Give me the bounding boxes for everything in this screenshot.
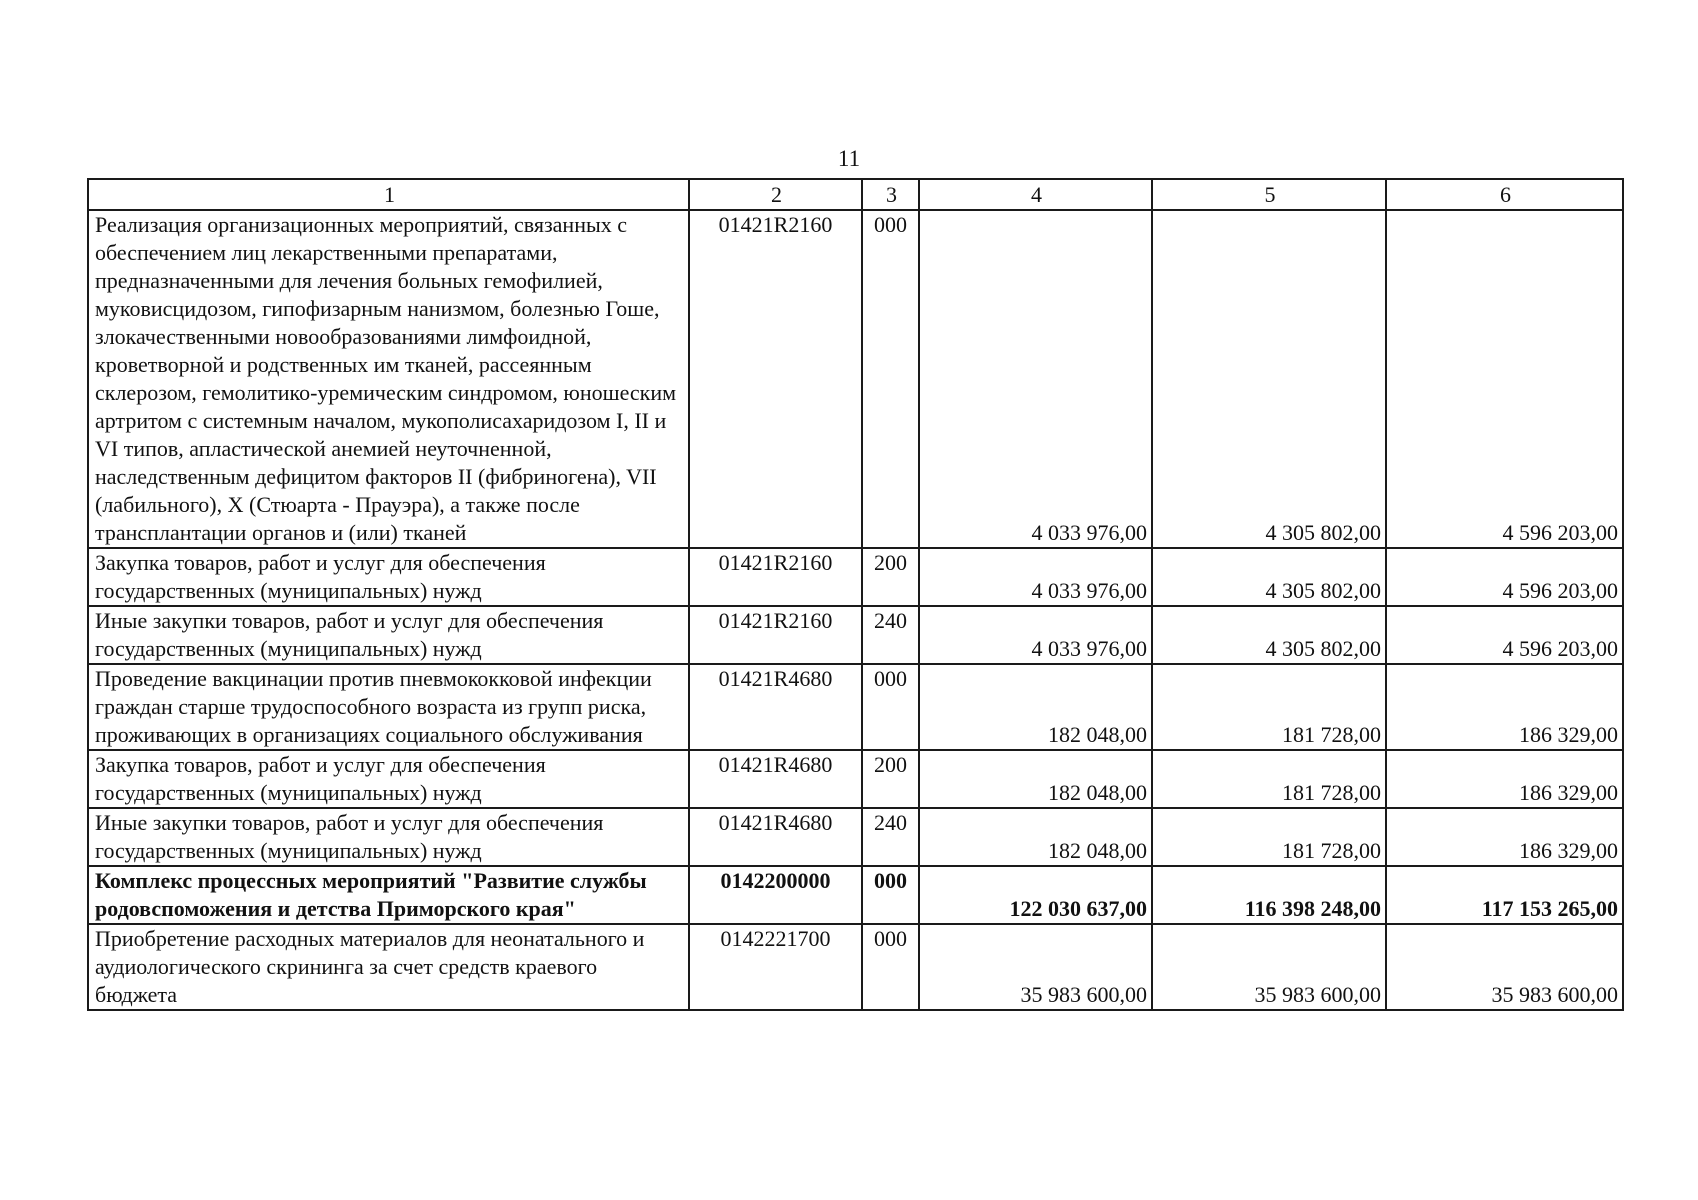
row-name: Комплекс процессных мероприятий "Развитие службы родовспоможения и детства Приморского края": [88, 866, 689, 924]
row-amount-6: 186 329,00: [1386, 664, 1623, 750]
column-header-1: 1: [88, 179, 689, 210]
row-name: Закупка товаров, работ и услуг для обеспечения государственных (муниципальных) нужд: [88, 750, 689, 808]
column-header-5: 5: [1152, 179, 1386, 210]
table-row: [88, 606, 1623, 664]
row-amount-4: 35 983 600,00: [919, 924, 1152, 1010]
row-code: 0142221700: [689, 924, 862, 1010]
row-code: 01421R2160: [689, 548, 862, 606]
header-row: [88, 179, 1623, 210]
row-name: Иные закупки товаров, работ и услуг для обеспечения государственных (муниципальных) нужд: [88, 606, 689, 664]
row-name: Приобретение расходных материалов для неонатального и аудиологического скрининга за счет средств краевого бюджета: [88, 924, 689, 1010]
row-type: 240: [862, 606, 919, 664]
row-type: 240: [862, 808, 919, 866]
table-body: [88, 210, 1623, 1010]
row-amount-4: 182 048,00: [919, 750, 1152, 808]
row-amount-5: 4 305 802,00: [1152, 548, 1386, 606]
row-type: 000: [862, 210, 919, 548]
table-row-section-total: [88, 866, 1623, 924]
column-header-3: 3: [862, 179, 919, 210]
row-amount-5: 181 728,00: [1152, 750, 1386, 808]
row-name: Иные закупки товаров, работ и услуг для обеспечения государственных (муниципальных) нужд: [88, 808, 689, 866]
row-amount-4: 182 048,00: [919, 664, 1152, 750]
row-amount-5: 181 728,00: [1152, 664, 1386, 750]
row-type: 000: [862, 866, 919, 924]
row-amount-4: 122 030 637,00: [919, 866, 1152, 924]
row-code: 01421R2160: [689, 210, 862, 548]
row-name: Проведение вакцинации против пневмококковой инфекции граждан старше трудоспособного возраста из групп риска, проживающих в организациях социального обслуживания: [88, 664, 689, 750]
table-row: [88, 808, 1623, 866]
row-code: 0142200000: [689, 866, 862, 924]
row-amount-6: 186 329,00: [1386, 750, 1623, 808]
row-code: 01421R4680: [689, 808, 862, 866]
row-type: 000: [862, 924, 919, 1010]
row-amount-5: 181 728,00: [1152, 808, 1386, 866]
column-header-4: 4: [919, 179, 1152, 210]
page-number: 11: [837, 146, 861, 171]
row-amount-4: 4 033 976,00: [919, 210, 1152, 548]
row-amount-6: 35 983 600,00: [1386, 924, 1623, 1010]
row-amount-5: 4 305 802,00: [1152, 210, 1386, 548]
table-row: [88, 664, 1623, 750]
table-row: [88, 210, 1623, 548]
row-amount-6: 4 596 203,00: [1386, 548, 1623, 606]
row-amount-4: 182 048,00: [919, 808, 1152, 866]
row-amount-4: 4 033 976,00: [919, 606, 1152, 664]
column-header-2: 2: [689, 179, 862, 210]
row-name: Реализация организационных мероприятий, связанных с обеспечением лиц лекарственными препаратами, предназначенными для лечения больных гемофилией, муковисцидозом, гипофизарным нанизмом, болезнью Гоше, злокачественными новообразованиями лимфоидной, кроветворной и родственных им тканей, рассеянным склерозом, гемолитико-уремическим синдромом, юношеским артритом с системным началом, мукополисахаридозом I, II и VI типов, апластической анемией неуточненной, наследственным дефицитом факторов II (фибриногена), VII (лабильного), X (Стюарта - Прауэра), а также после трансплантации органов и (или) тканей: [88, 210, 689, 548]
row-amount-6: 117 153 265,00: [1386, 866, 1623, 924]
row-code: 01421R4680: [689, 750, 862, 808]
table-row: [88, 548, 1623, 606]
budget-table: [87, 178, 1624, 1011]
row-type: 000: [862, 664, 919, 750]
row-amount-6: 186 329,00: [1386, 808, 1623, 866]
row-amount-5: 4 305 802,00: [1152, 606, 1386, 664]
row-code: 01421R2160: [689, 606, 862, 664]
table-row: [88, 924, 1623, 1010]
row-amount-5: 35 983 600,00: [1152, 924, 1386, 1010]
column-header-6: 6: [1386, 179, 1623, 210]
table-row: [88, 750, 1623, 808]
table-header: [88, 179, 1623, 210]
row-name: Закупка товаров, работ и услуг для обеспечения государственных (муниципальных) нужд: [88, 548, 689, 606]
row-amount-4: 4 033 976,00: [919, 548, 1152, 606]
row-type: 200: [862, 548, 919, 606]
row-amount-6: 4 596 203,00: [1386, 606, 1623, 664]
row-amount-6: 4 596 203,00: [1386, 210, 1623, 548]
row-type: 200: [862, 750, 919, 808]
row-code: 01421R4680: [689, 664, 862, 750]
row-amount-5: 116 398 248,00: [1152, 866, 1386, 924]
